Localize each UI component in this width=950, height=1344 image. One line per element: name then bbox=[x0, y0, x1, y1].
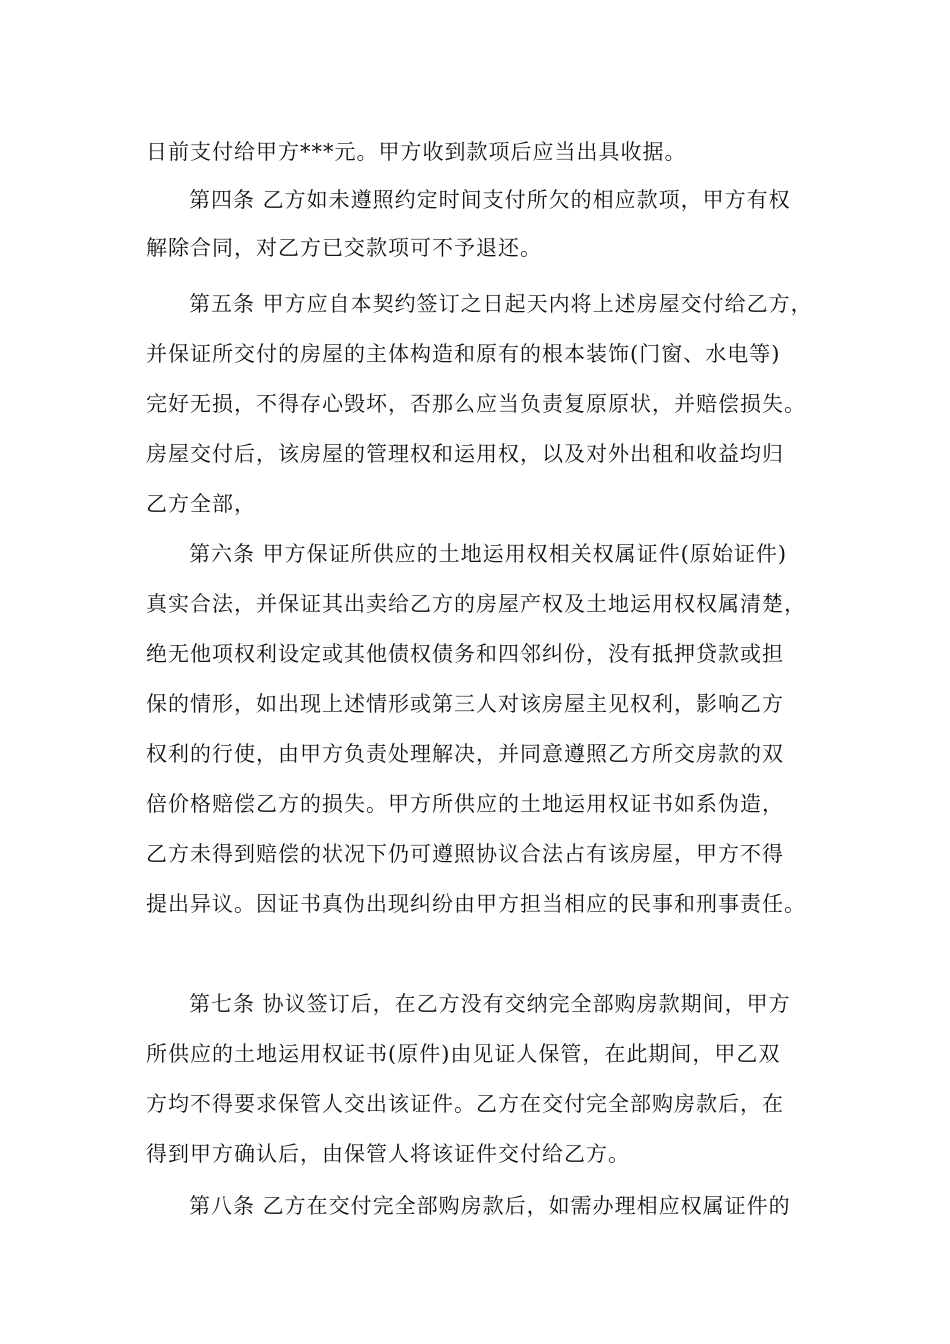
text-line: 提出异议。因证书真伪出现纠纷由甲方担当相应的民事和刑事责任。 bbox=[146, 892, 806, 916]
article-7-line: 第七条 协议签订后，在乙方没有交纳完全部购房款期间，甲方 bbox=[189, 992, 791, 1016]
text-line: 日前支付给甲方***元。甲方收到款项后应当出具收据。 bbox=[146, 140, 687, 164]
text-line: 倍价格赔偿乙方的损失。甲方所供应的土地运用权证书如系伪造， bbox=[146, 792, 784, 816]
text-line: 保的情形，如出现上述情形或第三人对该房屋主见权利，影响乙方 bbox=[146, 692, 784, 716]
text-line: 完好无损，不得存心毁坏，否那么应当负责复原原状，并赔偿损失。 bbox=[146, 392, 806, 416]
article-8-line: 第八条 乙方在交付完全部购房款后，如需办理相应权属证件的 bbox=[189, 1194, 791, 1218]
text-line: 得到甲方确认后，由保管人将该证件交付给乙方。 bbox=[146, 1142, 630, 1166]
article-5-line: 第五条 甲方应自本契约签订之日起天内将上述房屋交付给乙方， bbox=[189, 292, 813, 316]
text-line: 并保证所交付的房屋的主体构造和原有的根本装饰(门窗、水电等) bbox=[146, 342, 781, 366]
text-line: 绝无他项权利设定或其他债权债务和四邻纠份，没有抵押贷款或担 bbox=[146, 642, 784, 666]
text-line: 方均不得要求保管人交出该证件。乙方在交付完全部购房款后，在 bbox=[146, 1092, 784, 1116]
text-line: 乙方全部， bbox=[146, 492, 256, 516]
text-line: 房屋交付后，该房屋的管理权和运用权，以及对外出租和收益均归 bbox=[146, 442, 784, 466]
text-line: 所供应的土地运用权证书(原件)由见证人保管，在此期间，甲乙双 bbox=[146, 1042, 781, 1066]
article-6-line: 第六条 甲方保证所供应的土地运用权相关权属证件(原始证件) bbox=[189, 542, 788, 566]
article-4-line: 第四条 乙方如未遵照约定时间支付所欠的相应款项，甲方有权 bbox=[189, 188, 791, 212]
text-line: 真实合法，并保证其出卖给乙方的房屋产权及土地运用权权属清楚， bbox=[146, 592, 806, 616]
text-line: 权利的行使，由甲方负责处理解决，并同意遵照乙方所交房款的双 bbox=[146, 742, 784, 766]
text-line: 乙方未得到赔偿的状况下仍可遵照协议合法占有该房屋，甲方不得 bbox=[146, 842, 784, 866]
text-line: 解除合同，对乙方已交款项可不予退还。 bbox=[146, 236, 542, 260]
